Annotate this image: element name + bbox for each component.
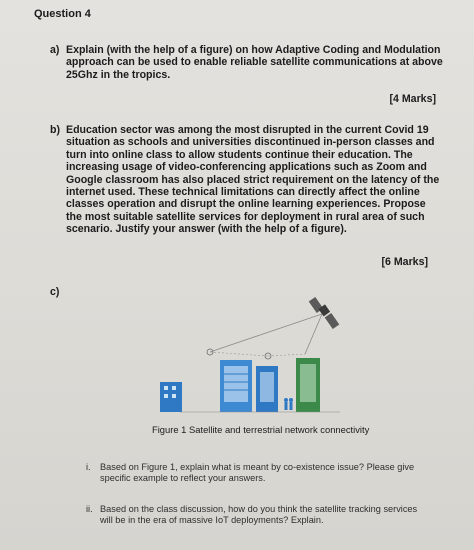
part-a-label: a): [50, 44, 60, 56]
part-c-label: c): [50, 286, 60, 298]
part-a-marks: [4 Marks]: [389, 93, 436, 105]
part-c-sub-i: [86, 462, 430, 485]
building-left: [160, 382, 182, 412]
terrestrial-link-line: [210, 352, 268, 356]
question-title: Question 4: [34, 8, 91, 20]
part-a: [50, 44, 444, 81]
satellite-link-line: [210, 314, 322, 352]
sub-i-text: Based on Figure 1, explain what is meant by co-existence issue? Please give specific example to reflect your answers.: [100, 462, 415, 484]
part-b-marks: [6 Marks]: [381, 256, 428, 268]
building-center-left: [220, 360, 252, 412]
part-c-sub-ii: [86, 504, 430, 527]
part-b-label: b): [50, 124, 60, 136]
sub-ii-text: Based on the class discussion, how do you think the satellite tracking services will be in the era of massive IoT deployments? Explain.: [100, 504, 418, 526]
satellite-terrestrial-figure: [150, 296, 360, 416]
terrestrial-link-line: [268, 354, 305, 356]
building-center-right: [256, 366, 278, 412]
satellite-link-line: [305, 314, 322, 354]
building-right: [296, 358, 320, 412]
satellite-icon: [309, 297, 340, 329]
part-b-text: Education sector was among the most disrupted in the current Covid 19 situation as schools and universities discontinued in-person classes and turn into online class to allow students continue their education. The increasing usage of video-conferencing applications such as Zoom and Google classroom has also placed strict requirement on the latency of the internet used. These technical limitations can directly affect the online classes operation and disrupt the online learning experiences. Propose the most suitable satellite services for deployment in rural area of such scenario. Justify your answer (with the help of a figure).: [66, 124, 440, 236]
users-icon: [284, 398, 293, 410]
part-b: [50, 124, 442, 236]
part-a-text: Explain (with the help of a figure) on how Adaptive Coding and Modulation approach can be used to enable reliable satellite communications at above 25Ghz in the tropics.: [66, 44, 443, 81]
sub-ii-label: ii.: [86, 504, 93, 514]
sub-i-label: i.: [86, 462, 91, 472]
figure-caption: Figure 1 Satellite and terrestrial network connectivity: [152, 424, 370, 435]
